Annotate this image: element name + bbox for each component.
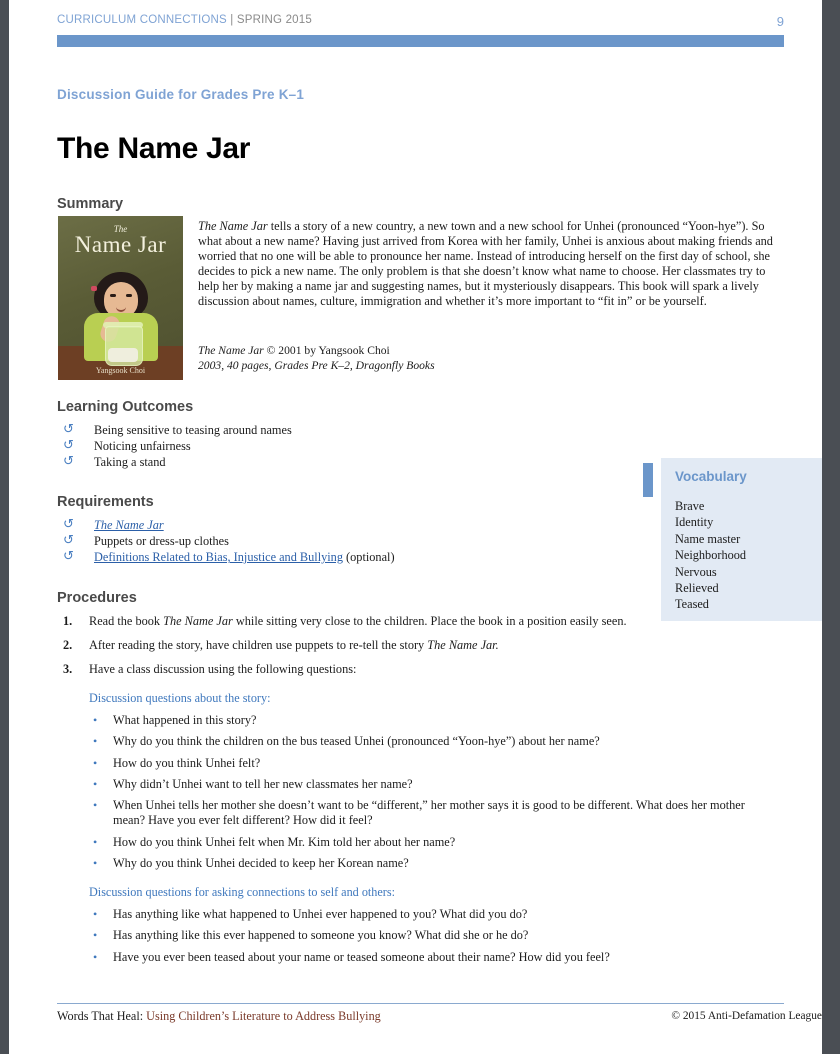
bullet-dot-icon: • [93,856,98,871]
section-heading-learning-outcomes: Learning Outcomes [57,399,194,415]
procedure-text-post: while sitting very close to the children. Place the book in a position easily seen. [232,614,627,628]
loop-arrow-icon: ↺ [63,533,74,549]
vocabulary-word-list [675,498,746,613]
document-page [9,0,822,1054]
list-item [63,423,623,439]
section-heading-requirements: Requirements [57,494,154,510]
vocabulary-word: Relieved [675,581,719,596]
procedure-book-title: The Name Jar. [427,637,499,652]
page-title: The Name Jar [57,132,251,165]
procedure-number: 2. [63,637,73,652]
list-item [63,439,623,455]
bullet-dot-icon: • [93,949,98,964]
question-group-story [63,691,779,965]
loop-arrow-icon: ↺ [63,438,74,454]
procedure-step [63,662,663,677]
question-item [89,835,779,850]
cover-girl-eye-right [126,294,132,297]
loop-arrow-icon: ↺ [63,517,74,532]
credit-line-1 [198,344,784,359]
bullet-dot-icon: • [93,798,98,813]
summary-paragraph [198,219,784,308]
question-text: How do you think Unhei felt? [113,755,261,770]
footer-series-name: Words That Heal: [57,1009,144,1023]
list-item [63,534,623,550]
vocabulary-heading: Vocabulary [675,469,747,484]
vocabulary-word: Teased [675,597,709,612]
bullet-dot-icon: • [93,928,98,943]
list-item-label [94,550,395,565]
question-group-heading: Discussion questions for asking connections to self and others: [89,884,395,899]
question-item [89,856,779,871]
question-text: Why do you think the children on the bus teased Unhei (pronounced “Yoon-hye”) about her name? [113,734,600,749]
header-accent-bar [57,35,784,47]
vocabulary-accent-bar [643,463,653,497]
procedure-number: 1. [63,614,73,628]
requirement-optional-note: (optional) [342,550,395,565]
bullet-dot-icon: • [93,906,98,921]
header-kicker [57,14,312,26]
procedure-step [63,638,663,653]
summary-book-title: The Name Jar [198,219,268,233]
list-item [63,518,623,534]
footer-divider [57,1003,784,1004]
loop-arrow-icon: ↺ [63,549,74,565]
loop-arrow-icon: ↺ [63,422,74,437]
vocabulary-word: Identity [675,515,714,530]
vocabulary-word: Nervous [675,564,717,579]
guide-label: Discussion Guide for Grades Pre K–1 [57,87,305,102]
vocabulary-word: Neighborhood [675,548,747,563]
procedure-text [63,638,663,653]
list-item-label: Being sensitive to teasing around names [94,423,292,437]
requirement-link-the-name-jar[interactable]: The Name Jar [94,518,164,532]
question-text: What happened in this story? [113,712,257,727]
requirement-link-definitions[interactable]: Definitions Related to Bias, Injustice and Bullying [94,550,343,565]
procedure-text [63,614,663,629]
question-text: How do you think Unhei felt when Mr. Kim told her about her name? [113,834,456,849]
cover-girl-eye-left [110,294,116,297]
procedure-text: Have a class discussion using the following questions: [89,661,357,676]
loop-arrow-icon: ↺ [63,454,74,470]
vocabulary-word: Name master [675,531,741,546]
cover-girl-hairclip [91,286,97,291]
procedure-text-pre: Read the book [89,614,164,628]
procedure-text-pre: After reading the story, have children use puppets to re-tell the story [89,637,428,652]
question-item [89,713,779,728]
list-item [63,455,623,471]
bullet-dot-icon: • [93,712,98,727]
summary-text: tells a story of a new country, a new town and a new school for Unhei (pronounced “Yoon-hye”). So what about a new name? Having just arrived from Korea with her family, Unhei is anxious about making friends and worried that no one will be able to pronounce her name. Instead of introducing herself on the first day of school, she decides to pick a new name. The only problem is that she doesn’t know what name to choose. Her classmates try to help her by making a name jar and suggesting names, but it mysteriously disappears. This book will spark a lively discussion about names, culture, immigration and whether it’s more important to “fit in” or be yourself. [198,219,773,308]
bullet-dot-icon: • [93,755,98,770]
question-item [89,907,779,922]
page-number: 9 [776,14,784,29]
vocabulary-word: Brave [675,499,705,513]
cover-jar-paper-slips [108,348,138,362]
header-publication-name: CURRICULUM CONNECTIONS [57,14,227,26]
learning-outcomes-list [63,423,623,472]
page-header [57,14,784,30]
procedures-list [63,614,745,971]
list-item-label: Taking a stand [94,455,166,470]
procedure-step [63,614,663,629]
book-credits [198,344,784,373]
list-item-label: Noticing unfairness [94,439,191,454]
question-item [89,734,779,749]
bullet-dot-icon: • [93,776,98,791]
cover-title-the: The [113,224,128,234]
section-heading-summary: Summary [57,196,124,212]
procedure-book-title: The Name Jar [163,614,233,628]
requirements-list [63,518,623,567]
cover-title-name: Name Jar [74,232,167,257]
credit-book-title: The Name Jar [198,344,264,357]
cover-author-name: Yangsook Choi [95,366,146,375]
section-heading-procedures: Procedures [57,590,137,606]
procedure-number: 3. [63,661,73,676]
question-text: Has anything like what happened to Unhei ever happened to you? What did you do? [113,906,528,921]
question-text: Have you ever been teased about your name or teased someone about their name? How did you feel? [113,949,610,964]
question-item [89,777,779,792]
question-text: Why do you think Unhei decided to keep her Korean name? [113,856,409,871]
question-text: When Unhei tells her mother she doesn’t want to be “different,” her mother says it is good to be different. What does her mother mean? Have you ever felt different? How did it feel? [113,798,745,828]
bullet-dot-icon: • [93,734,98,749]
list-item-label: Puppets or dress-up clothes [94,534,229,549]
credit-copyright: © 2001 by Yangsook Choi [263,344,390,357]
book-cover-image [58,216,183,380]
bullet-dot-icon: • [93,834,98,849]
question-text: Has anything like this ever happened to someone you know? What did she or he do? [113,928,529,943]
list-item-label [94,518,164,533]
question-group-heading: Discussion questions about the story: [89,690,271,705]
header-issue-date: | SPRING 2015 [230,14,312,26]
footer-series-subtitle: Using Children’s Literature to Address Bullying [143,1009,381,1023]
vocabulary-panel [661,458,822,621]
list-item [63,550,623,566]
question-item [89,798,779,828]
credit-line-2: 2003, 40 pages, Grades Pre K–2, Dragonfly Books [198,358,435,372]
question-item [89,950,779,965]
question-text: Why didn’t Unhei want to tell her new classmates her name? [113,776,413,791]
footer-series-title [57,1009,381,1024]
footer-copyright: © 2015 Anti-Defamation League [671,1010,822,1022]
question-item [89,756,779,771]
question-item [89,928,779,943]
